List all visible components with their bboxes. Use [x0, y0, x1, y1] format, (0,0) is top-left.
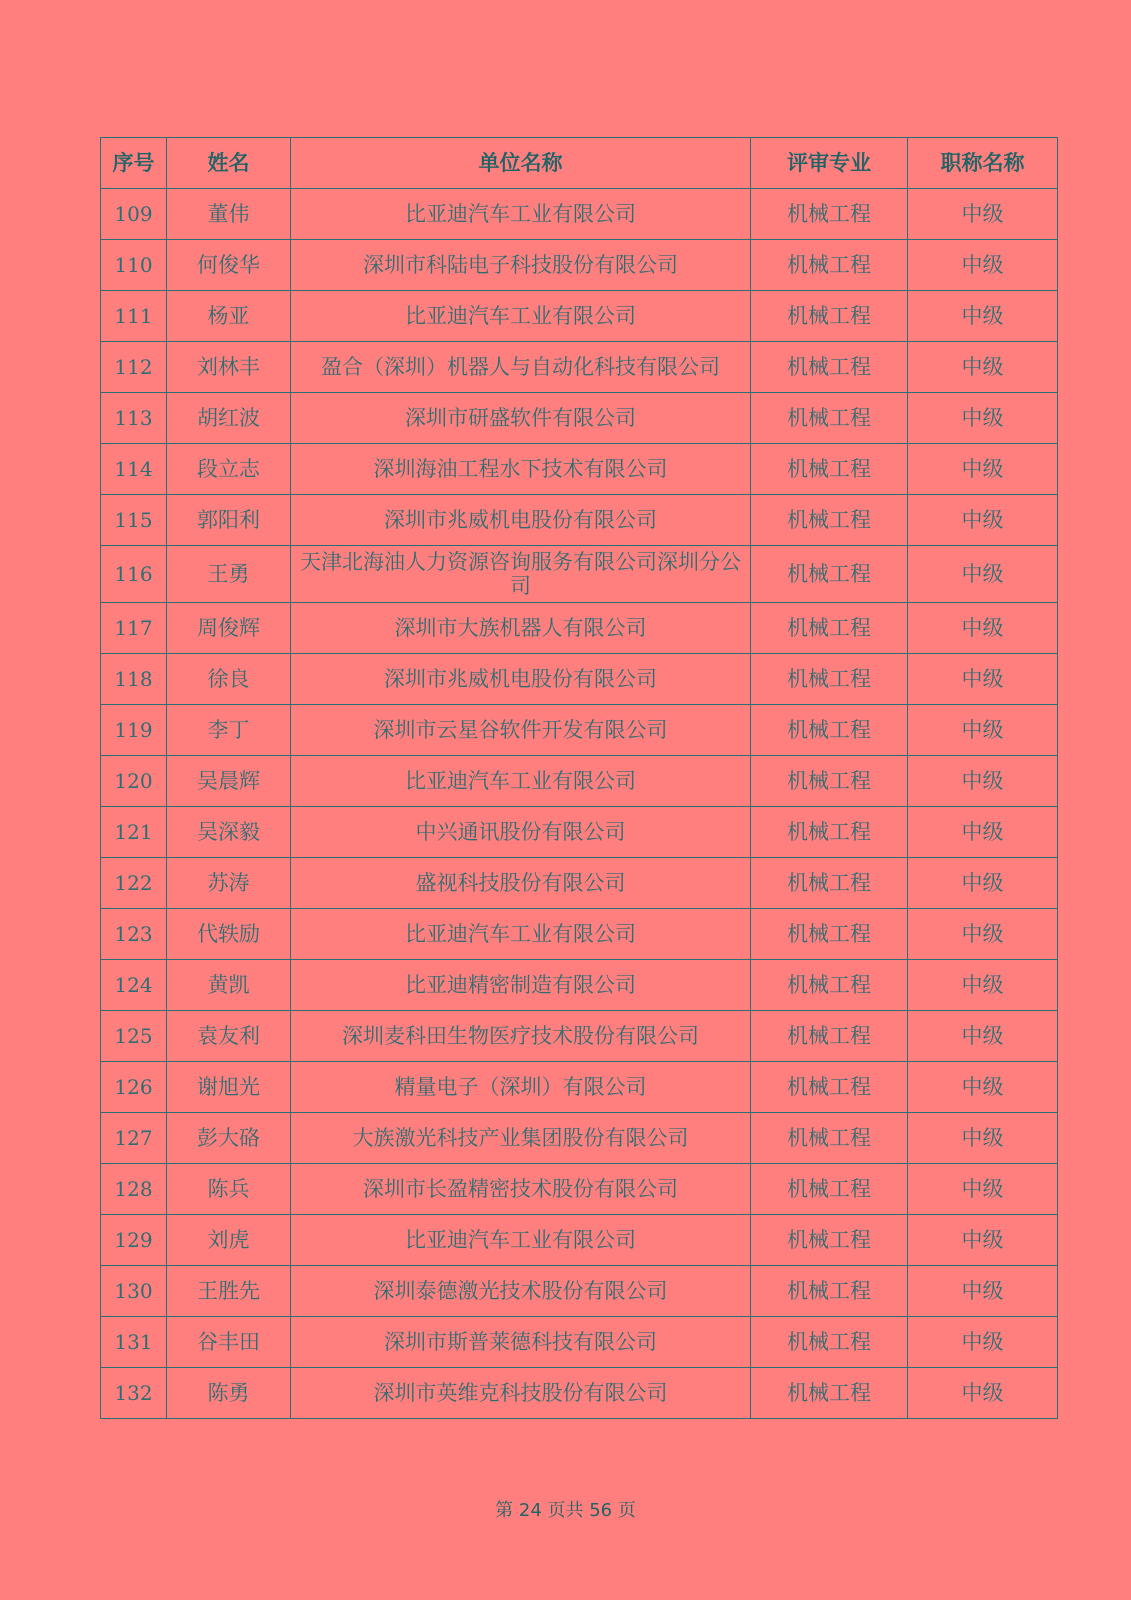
table-row [101, 807, 1058, 858]
table-row [101, 1062, 1058, 1113]
cell-name: 刘虎 [167, 1215, 291, 1266]
table-row [101, 1113, 1058, 1164]
table-row [101, 291, 1058, 342]
cell-seq: 117 [101, 603, 167, 654]
cell-title: 中级 [908, 1266, 1058, 1317]
cell-title: 中级 [908, 393, 1058, 444]
cell-name: 杨亚 [167, 291, 291, 342]
table-row [101, 1368, 1058, 1419]
cell-title: 中级 [908, 1062, 1058, 1113]
cell-name: 黄凯 [167, 960, 291, 1011]
cell-company: 深圳市兆威机电股份有限公司 [291, 495, 751, 546]
cell-title: 中级 [908, 1164, 1058, 1215]
cell-specialty: 机械工程 [751, 1062, 908, 1113]
cell-company: 比亚迪汽车工业有限公司 [291, 909, 751, 960]
table-row [101, 495, 1058, 546]
cell-seq: 111 [101, 291, 167, 342]
cell-seq: 118 [101, 654, 167, 705]
cell-company: 比亚迪汽车工业有限公司 [291, 189, 751, 240]
cell-seq: 127 [101, 1113, 167, 1164]
table-row [101, 393, 1058, 444]
cell-title: 中级 [908, 960, 1058, 1011]
cell-company: 比亚迪汽车工业有限公司 [291, 291, 751, 342]
cell-name: 何俊华 [167, 240, 291, 291]
cell-title: 中级 [908, 603, 1058, 654]
cell-seq: 126 [101, 1062, 167, 1113]
cell-title: 中级 [908, 291, 1058, 342]
cell-company: 深圳市大族机器人有限公司 [291, 603, 751, 654]
cell-company: 深圳麦科田生物医疗技术股份有限公司 [291, 1011, 751, 1062]
cell-title: 中级 [908, 858, 1058, 909]
cell-specialty: 机械工程 [751, 1368, 908, 1419]
header-company: 单位名称 [291, 138, 751, 189]
cell-specialty: 机械工程 [751, 189, 908, 240]
cell-specialty: 机械工程 [751, 1215, 908, 1266]
cell-name: 王胜先 [167, 1266, 291, 1317]
cell-seq: 113 [101, 393, 167, 444]
header-name: 姓名 [167, 138, 291, 189]
cell-specialty: 机械工程 [751, 546, 908, 603]
page-number: 第 24 页共 56 页 [495, 1500, 636, 1521]
table-row [101, 1164, 1058, 1215]
cell-specialty: 机械工程 [751, 807, 908, 858]
cell-name: 谷丰田 [167, 1317, 291, 1368]
cell-seq: 124 [101, 960, 167, 1011]
cell-seq: 123 [101, 909, 167, 960]
cell-seq: 115 [101, 495, 167, 546]
table-row [101, 705, 1058, 756]
cell-name: 吴晨辉 [167, 756, 291, 807]
cell-name: 谢旭光 [167, 1062, 291, 1113]
table-row [101, 1266, 1058, 1317]
cell-specialty: 机械工程 [751, 1011, 908, 1062]
cell-name: 李丁 [167, 705, 291, 756]
cell-company: 比亚迪汽车工业有限公司 [291, 756, 751, 807]
cell-seq: 125 [101, 1011, 167, 1062]
cell-title: 中级 [908, 654, 1058, 705]
cell-title: 中级 [908, 1215, 1058, 1266]
cell-company: 比亚迪精密制造有限公司 [291, 960, 751, 1011]
cell-company: 深圳市斯普莱德科技有限公司 [291, 1317, 751, 1368]
cell-name: 苏涛 [167, 858, 291, 909]
cell-specialty: 机械工程 [751, 240, 908, 291]
cell-specialty: 机械工程 [751, 1113, 908, 1164]
cell-company: 深圳市研盛软件有限公司 [291, 393, 751, 444]
cell-company: 深圳海油工程水下技术有限公司 [291, 444, 751, 495]
cell-seq: 114 [101, 444, 167, 495]
cell-name: 王勇 [167, 546, 291, 603]
cell-title: 中级 [908, 1113, 1058, 1164]
cell-seq: 121 [101, 807, 167, 858]
cell-name: 彭大硌 [167, 1113, 291, 1164]
header-seq: 序号 [101, 138, 167, 189]
cell-specialty: 机械工程 [751, 909, 908, 960]
cell-seq: 130 [101, 1266, 167, 1317]
cell-company: 盛视科技股份有限公司 [291, 858, 751, 909]
header-specialty: 评审专业 [751, 138, 908, 189]
cell-title: 中级 [908, 189, 1058, 240]
cell-seq: 112 [101, 342, 167, 393]
table-row [101, 189, 1058, 240]
cell-name: 刘林丰 [167, 342, 291, 393]
cell-name: 袁友利 [167, 1011, 291, 1062]
cell-title: 中级 [908, 546, 1058, 603]
cell-company: 盈合（深圳）机器人与自动化科技有限公司 [291, 342, 751, 393]
cell-company: 天津北海油人力资源咨询服务有限公司深圳分公司 [291, 546, 751, 603]
cell-name: 吴深毅 [167, 807, 291, 858]
cell-specialty: 机械工程 [751, 342, 908, 393]
cell-title: 中级 [908, 1368, 1058, 1419]
cell-specialty: 机械工程 [751, 858, 908, 909]
cell-name: 陈勇 [167, 1368, 291, 1419]
table-row [101, 1317, 1058, 1368]
table-row [101, 909, 1058, 960]
cell-seq: 116 [101, 546, 167, 603]
cell-company: 精量电子（深圳）有限公司 [291, 1062, 751, 1113]
cell-seq: 109 [101, 189, 167, 240]
cell-company: 深圳市兆威机电股份有限公司 [291, 654, 751, 705]
cell-specialty: 机械工程 [751, 291, 908, 342]
cell-company: 深圳泰德激光技术股份有限公司 [291, 1266, 751, 1317]
cell-specialty: 机械工程 [751, 960, 908, 1011]
table-body [101, 189, 1058, 1419]
cell-company: 比亚迪汽车工业有限公司 [291, 1215, 751, 1266]
cell-specialty: 机械工程 [751, 705, 908, 756]
cell-specialty: 机械工程 [751, 495, 908, 546]
cell-name: 段立志 [167, 444, 291, 495]
cell-seq: 129 [101, 1215, 167, 1266]
cell-company: 深圳市长盈精密技术股份有限公司 [291, 1164, 751, 1215]
cell-name: 董伟 [167, 189, 291, 240]
table-row [101, 603, 1058, 654]
table-row [101, 342, 1058, 393]
cell-specialty: 机械工程 [751, 756, 908, 807]
cell-title: 中级 [908, 807, 1058, 858]
cell-specialty: 机械工程 [751, 393, 908, 444]
cell-title: 中级 [908, 240, 1058, 291]
cell-name: 周俊辉 [167, 603, 291, 654]
cell-seq: 122 [101, 858, 167, 909]
table-row [101, 960, 1058, 1011]
table-row [101, 240, 1058, 291]
cell-company: 中兴通讯股份有限公司 [291, 807, 751, 858]
cell-company: 大族激光科技产业集团股份有限公司 [291, 1113, 751, 1164]
cell-name: 胡红波 [167, 393, 291, 444]
cell-specialty: 机械工程 [751, 1164, 908, 1215]
cell-company: 深圳市科陆电子科技股份有限公司 [291, 240, 751, 291]
cell-specialty: 机械工程 [751, 603, 908, 654]
cell-company: 深圳市云星谷软件开发有限公司 [291, 705, 751, 756]
table-row [101, 756, 1058, 807]
cell-name: 徐良 [167, 654, 291, 705]
cell-specialty: 机械工程 [751, 1266, 908, 1317]
cell-name: 陈兵 [167, 1164, 291, 1215]
roster-table [100, 137, 1058, 1419]
table-row [101, 444, 1058, 495]
cell-seq: 132 [101, 1368, 167, 1419]
header-title: 职称名称 [908, 138, 1058, 189]
table-row [101, 654, 1058, 705]
cell-specialty: 机械工程 [751, 1317, 908, 1368]
cell-title: 中级 [908, 1011, 1058, 1062]
cell-seq: 131 [101, 1317, 167, 1368]
cell-title: 中级 [908, 909, 1058, 960]
table-row [101, 546, 1058, 603]
cell-specialty: 机械工程 [751, 654, 908, 705]
cell-title: 中级 [908, 705, 1058, 756]
table-row [101, 1215, 1058, 1266]
table-row [101, 858, 1058, 909]
table-header-row [101, 138, 1058, 189]
cell-company: 深圳市英维克科技股份有限公司 [291, 1368, 751, 1419]
table-row [101, 1011, 1058, 1062]
cell-seq: 119 [101, 705, 167, 756]
cell-title: 中级 [908, 1317, 1058, 1368]
cell-specialty: 机械工程 [751, 444, 908, 495]
cell-name: 郭阳利 [167, 495, 291, 546]
cell-seq: 120 [101, 756, 167, 807]
cell-title: 中级 [908, 444, 1058, 495]
cell-seq: 110 [101, 240, 167, 291]
cell-title: 中级 [908, 342, 1058, 393]
cell-title: 中级 [908, 495, 1058, 546]
cell-title: 中级 [908, 756, 1058, 807]
cell-seq: 128 [101, 1164, 167, 1215]
cell-name: 代轶励 [167, 909, 291, 960]
